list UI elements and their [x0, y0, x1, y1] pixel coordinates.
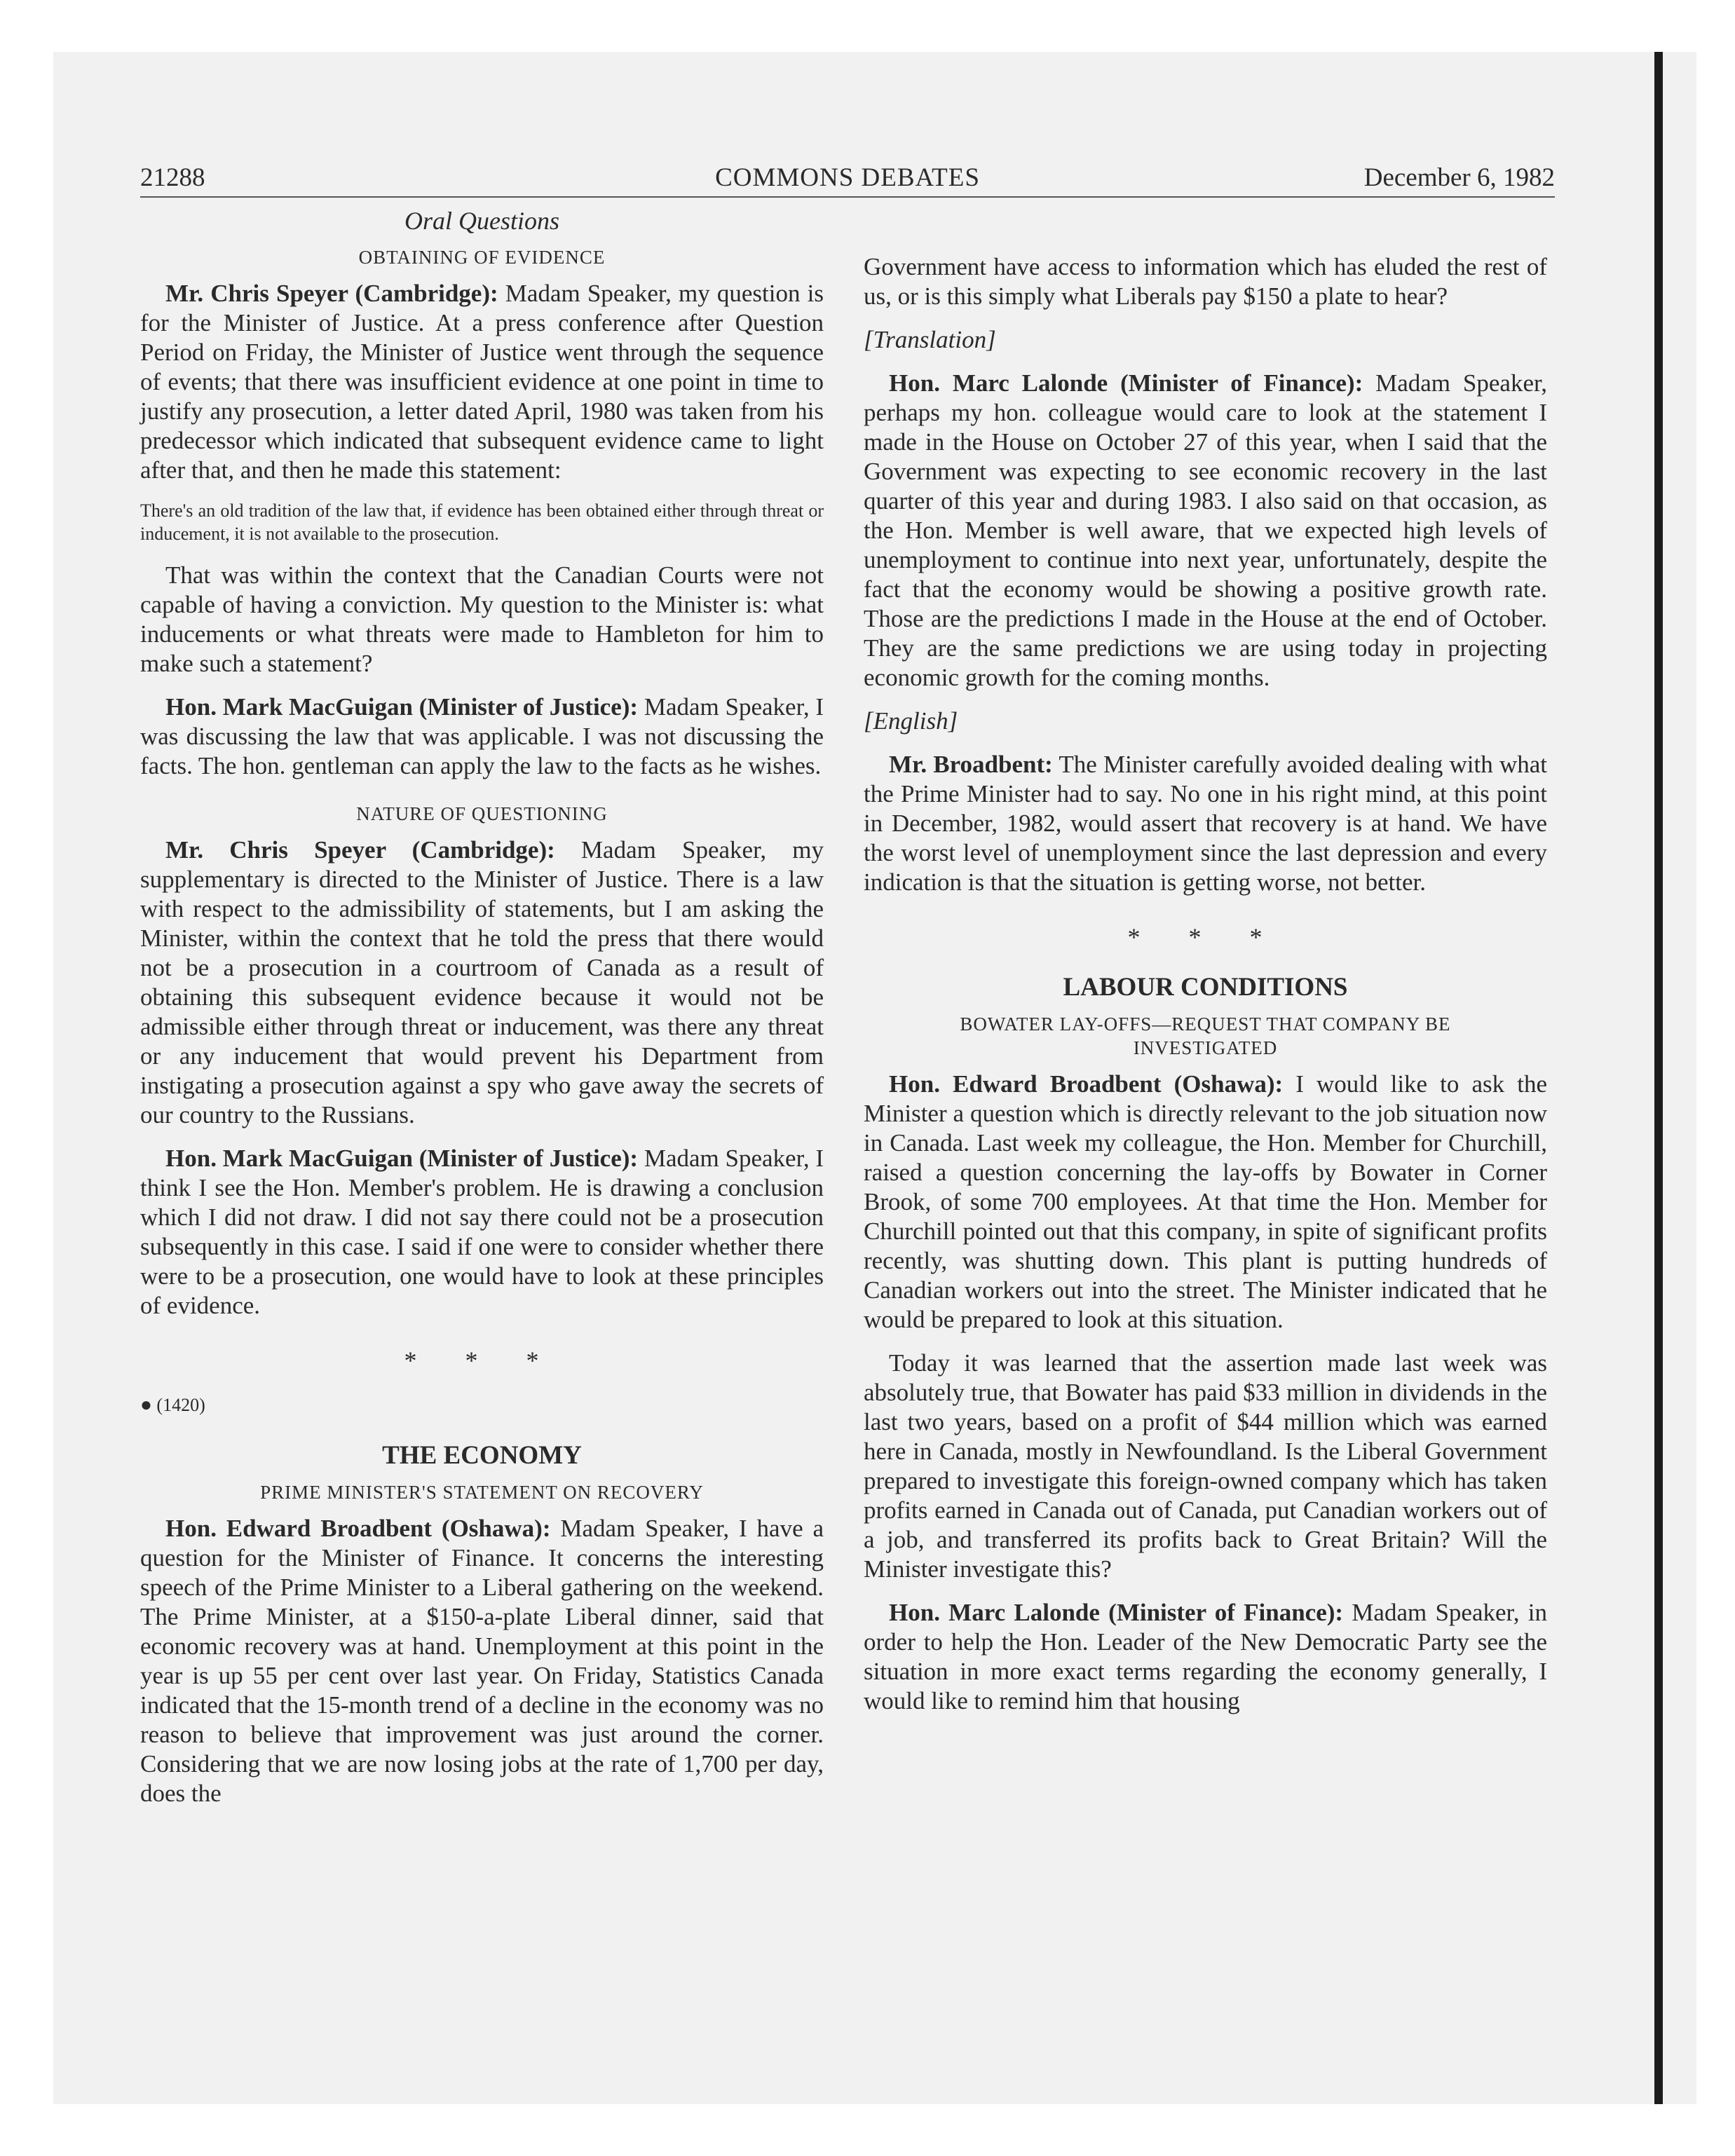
speech-text: Madam Speaker, my question is for the Minister of Justice. At a press conference after Question Period on Friday, the Minister of Justice went through the sequence of events; that there was insufficient evidence at one point in time to justify any prosecution, a letter dated April, 1980 was taken from his predecessor which indicated that subsequent evidence came to light after that, and then he made this statement: — [140, 280, 824, 484]
paragraph — [864, 750, 1547, 897]
section-heading-economy: THE ECONOMY — [382, 1441, 582, 1470]
paragraph — [864, 1070, 1547, 1335]
time-marker-text: (1420) — [156, 1395, 205, 1415]
section-separator: * * * — [1127, 923, 1284, 951]
speech-text: Madam Speaker, perhaps my hon. colleague would care to look at the statement I made in the House on October 27 of this year, when I said that the Government was expecting to see economic recovery in the last quarter of this year and during 1983. I also said on that occasion, as the Hon. Member is well aware, that we expected high levels of unemployment to continue into next year, unfortunately, despite the fact that the economy would be showing a positive growth rate. Those are the predictions I made in the House at the end of October. They are the same predictions we are using today in projecting economic growth for the coming months. — [864, 369, 1547, 691]
time-marker — [140, 1391, 824, 1420]
speaker: Hon. Edward Broadbent (Oshawa): — [889, 1070, 1284, 1098]
speaker: Hon. Edward Broadbent (Oshawa): — [165, 1515, 551, 1542]
paragraph — [140, 1144, 824, 1321]
speaker: Hon. Mark MacGuigan (Minister of Justice): — [165, 693, 639, 721]
speaker: Hon. Marc Lalonde (Minister of Finance): — [889, 1599, 1344, 1626]
paragraph — [140, 1514, 824, 1808]
subheading-nature-of-questioning: NATURE OF QUESTIONING — [356, 803, 608, 824]
paragraph — [864, 369, 1547, 692]
speaker: Hon. Marc Lalonde (Minister of Finance): — [889, 369, 1363, 397]
subheading-bowater-layoffs: BOWATER LAY-OFFS—REQUEST THAT COMPANY BE INVESTIGATED — [960, 1014, 1451, 1058]
page-number: 21288 — [140, 163, 205, 192]
paragraph — [140, 692, 824, 781]
subheading-pm-statement: PRIME MINISTER'S STATEMENT ON RECOVERY — [260, 1482, 704, 1503]
speech-text: I would like to ask the Minister a question which is directly relevant to the job situation now in Canada. Last week my colleague, the Hon. Member for Churchill, raised a question concerning the lay-offs by Bowater in Corner Brook, of some 700 employees. At that time the Hon. Member for Churchill pointed out that this company, in spite of significant profits recently, was shutting down. This plant is putting hundreds of Canadian workers out into the street. The Minister indicated that he would be prepared to look at this situation. — [864, 1070, 1547, 1333]
right-column — [864, 252, 1547, 1730]
section-heading-labour: LABOUR CONDITIONS — [1063, 973, 1348, 1002]
paragraph — [140, 835, 824, 1130]
paragraph: That was within the context that the Canadian Courts were not capable of having a conviction. My question to the Minister is: what inducements or what threats were made to Hambleton for him to make such a statement? — [140, 561, 824, 677]
speaker: Mr. Broadbent: — [889, 751, 1053, 778]
speech-text: Madam Speaker, I have a question for the Minister of Finance. It concerns the interesting speech of the Prime Minister to a Liberal gathering on the weekend. The Prime Minister, at a $150-a-plate Liberal dinner, said that economic recovery was at hand. Unemployment at this point in the year is up 55 per cent over last year. On Friday, Statistics Canada indicated that the 15-month trend of a decline in the economy was no reason to believe that improvement was just around the corner. Considering that we are now losing jobs at the rate of 1,700 per day, does the — [140, 1515, 824, 1807]
section-label-oral-questions: Oral Questions — [404, 207, 559, 235]
language-marker: [English] — [864, 707, 958, 735]
paragraph — [864, 1598, 1547, 1716]
speaker: Hon. Mark MacGuigan (Minister of Justice): — [165, 1145, 639, 1172]
issue-date: December 6, 1982 — [1363, 163, 1555, 192]
speech-text: Madam Speaker, my supplementary is directed to the Minister of Justice. There is a law with respect to the admissibility of statements, but I am asking the Minister, within the context that he told the press that there would not be a prosecution in a courtroom of Canada as a result of obtaining this subsequent evidence because it would not be admissible either through threat or inducement, was there any threat or any inducement that would prevent his Department from instigating a prosecution against a spy who gave away the secrets of our country to the Russians. — [140, 836, 824, 1128]
bullet-icon: ● — [140, 1394, 152, 1416]
section-separator: * * * — [404, 1346, 560, 1374]
paragraph: Government have access to information which has eluded the rest of us, or is this simply what Liberals pay $150 a plate to hear? — [864, 253, 1547, 310]
binding-edge — [1654, 52, 1663, 2104]
paragraph: Today it was learned that the assertion made last week was absolutely true, that Bowater has paid $33 million in dividends in the last two years, based on a profit of $44 million which was earned here in Canada, mostly in Newfoundland. Is the Liberal Government prepared to investigate this foreign-owned company which has taken profits earned in Canada out of Canada, put Canadian workers out of a job, and transferred its profits back to Great Britain? Will the Minister investigate this? — [864, 1349, 1547, 1583]
block-quote: There's an old tradition of the law that, if evidence has been obtained either through threat or inducement, it is not available to the prosecution. — [140, 500, 824, 544]
publication-title: COMMONS DEBATES — [715, 163, 980, 192]
speaker: Mr. Chris Speyer (Cambridge): — [165, 836, 555, 864]
speech-text: The Minister carefully avoided dealing with what the Prime Minister had to say. No one in his right mind, at this point in December, 1982, would assert that recovery is at hand. We have the worst level of unemployment since the last depression and every indication is that the situation is getting worse, not better. — [864, 751, 1547, 896]
speech-text: Madam Speaker, in order to help the Hon. Leader of the New Democratic Party see the situation in more exact terms regarding the economy generally, I would like to remind him that housing — [864, 1599, 1547, 1714]
speech-text: Madam Speaker, I think I see the Hon. Member's problem. He is drawing a conclusion which I did not draw. I did not say there could not be a prosecution subsequently in this case. I said if one were to consider whether there were to be a prosecution, one would have to look at these principles of evidence. — [140, 1145, 824, 1319]
speech-text: Madam Speaker, I was discussing the law that was applicable. I was not discussing the facts. The hon. gentleman can apply the law to the facts as he wishes. — [140, 693, 824, 779]
speaker: Mr. Chris Speyer (Cambridge): — [165, 280, 498, 307]
left-column — [140, 206, 824, 1822]
translation-marker: [Translation] — [864, 326, 996, 353]
subheading-obtaining-evidence: OBTAINING OF EVIDENCE — [358, 247, 606, 268]
page-header — [140, 160, 1555, 198]
paragraph — [140, 279, 824, 485]
